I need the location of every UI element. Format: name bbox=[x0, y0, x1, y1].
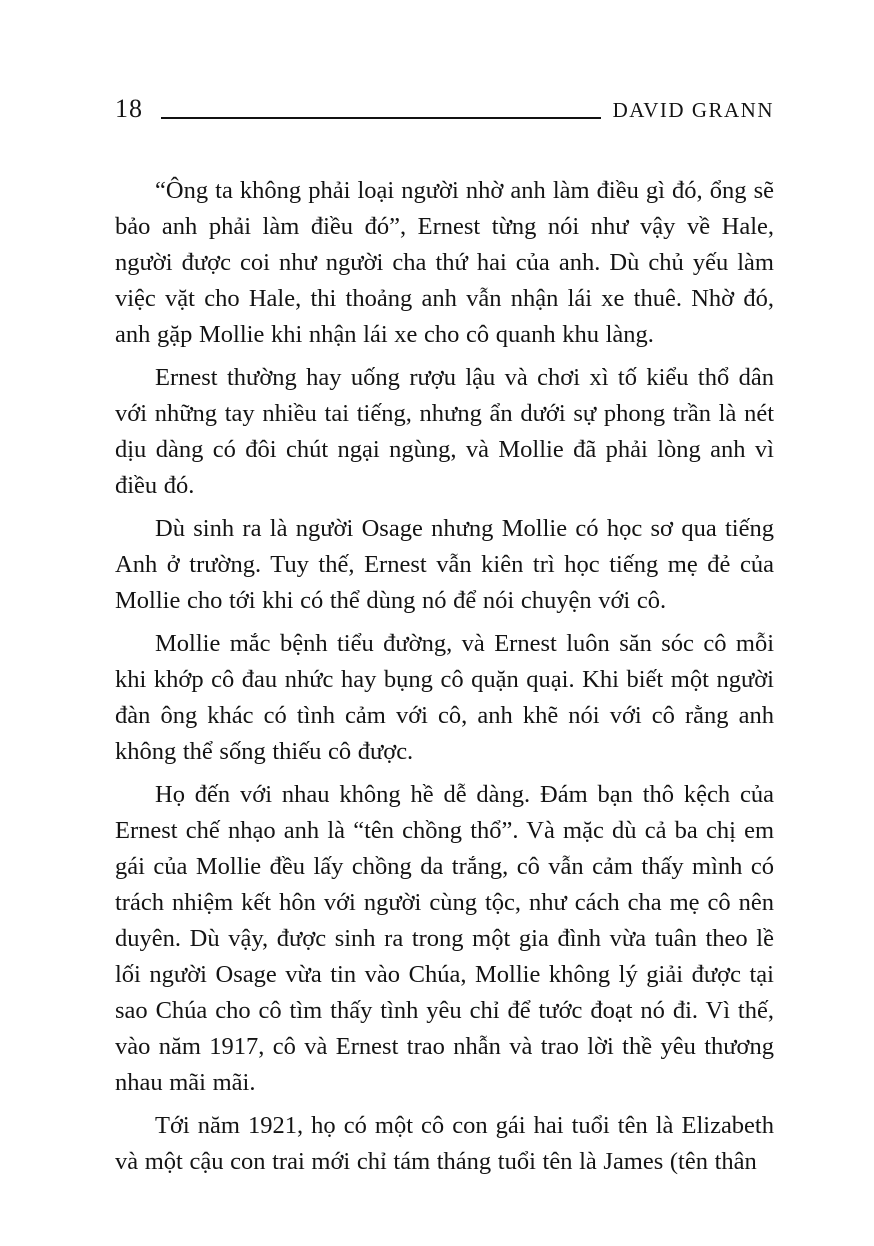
header-rule bbox=[161, 117, 601, 119]
running-head-author: DAVID GRANN bbox=[612, 98, 774, 122]
paragraph: Tới năm 1921, họ có một cô con gái hai tuổi tên là Elizabeth và một cậu con trai mới chỉ tám tháng tuổi tên là James (tên thân bbox=[115, 1112, 774, 1175]
paragraph: Dù sinh ra là người Osage nhưng Mollie có học sơ qua tiếng Anh ở trường. Tuy thế, Ernest vẫn kiên trì học tiếng mẹ đẻ của Mollie cho tới khi có thể dùng nó để nói chuyện với cô. bbox=[115, 515, 774, 614]
paragraph: Mollie mắc bệnh tiểu đường, và Ernest luôn săn sóc cô mỗi khi khớp cô đau nhức hay bụng cô quặn quại. Khi biết một người đàn ông khác có tình cảm với cô, anh khẽ nói với cô rằng anh không thể sống thiếu cô được. bbox=[115, 630, 774, 765]
page-header bbox=[115, 96, 774, 123]
page-number: 18 bbox=[115, 94, 143, 123]
page-body bbox=[115, 173, 774, 1180]
paragraph: “Ông ta không phải loại người nhờ anh làm điều gì đó, ổng sẽ bảo anh phải làm điều đó”, Ernest từng nói như vậy về Hale, người được coi như người cha thứ hai của anh. Dù chủ yếu làm việc vặt cho Hale, thi thoảng anh vẫn nhận lái xe thuê. Nhờ đó, anh gặp Mollie khi nhận lái xe cho cô quanh khu làng. bbox=[115, 177, 774, 348]
paragraph: Ernest thường hay uống rượu lậu và chơi xì tố kiểu thổ dân với những tay nhiều tai tiếng, nhưng ẩn dưới sự phong trần là nét dịu dàng có đôi chút ngại ngùng, và Mollie đã phải lòng anh vì điều đó. bbox=[115, 364, 774, 499]
paragraph: Họ đến với nhau không hề dễ dàng. Đám bạn thô kệch của Ernest chế nhạo anh là “tên chồng thổ”. Và mặc dù cả ba chị em gái của Mollie đều lấy chồng da trắng, cô vẫn cảm thấy mình có trách nhiệm kết hôn với người cùng tộc, như cách cha mẹ cô nên duyên. Dù vậy, được sinh ra trong một gia đình vừa tuân theo lề lối người Osage vừa tin vào Chúa, Mollie không lý giải được tại sao Chúa cho cô tìm thấy tình yêu chỉ để tước đoạt nó đi. Vì thế, vào năm 1917, cô và Ernest trao nhẫn và trao lời thề yêu thương nhau mãi mãi. bbox=[115, 781, 774, 1096]
